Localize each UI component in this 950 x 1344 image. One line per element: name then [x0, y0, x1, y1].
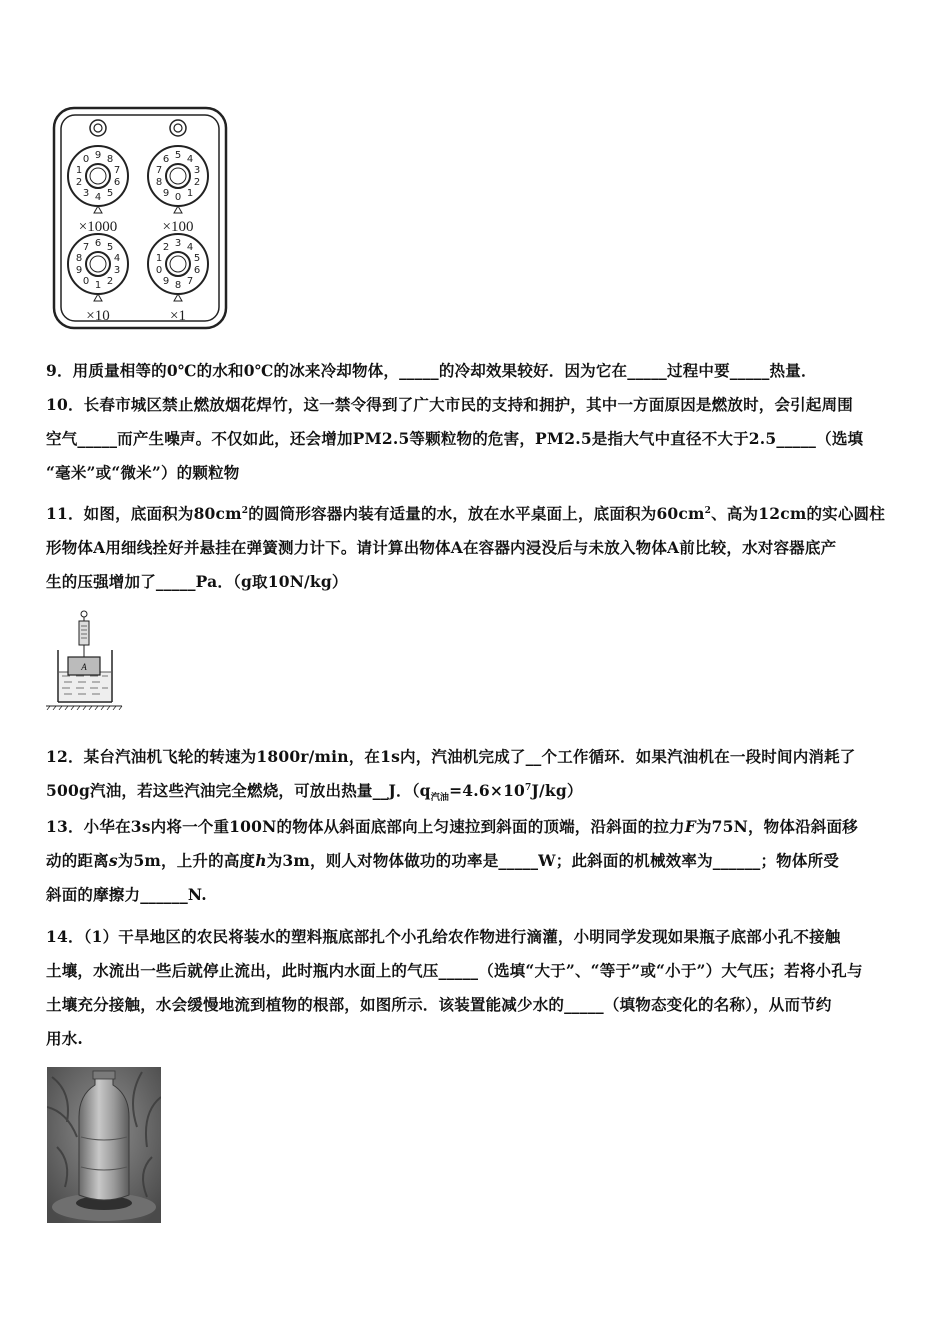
svg-text:3: 3 — [174, 238, 182, 249]
svg-text:2: 2 — [193, 177, 201, 188]
svg-text:8: 8 — [155, 177, 163, 188]
question-14-line-4: 用水. — [46, 1029, 83, 1048]
svg-text:4: 4 — [186, 242, 194, 253]
multiplier-1000: ×1000 — [78, 219, 118, 235]
question-13-line-2: 动的距离s为5m，上升的高度h为3m，则人对物体做功的功率是_____W；此斜面的机械效率为______；物体所受 — [46, 851, 839, 870]
question-10 — [46, 388, 908, 490]
question-13 — [46, 810, 908, 912]
svg-text:5: 5 — [174, 150, 182, 161]
svg-text:3: 3 — [113, 265, 121, 276]
multiplier-1: ×1 — [170, 308, 186, 324]
question-10-line-2: 空气_____而产生噪声。不仅如此，还会增加PM2.5等颗粒物的危害，PM2.5是指大气中直径不大于2.5_____（选填 — [46, 429, 864, 448]
question-12 — [46, 740, 908, 808]
svg-text:7: 7 — [82, 242, 90, 253]
svg-text:4: 4 — [113, 253, 121, 264]
svg-text:6: 6 — [113, 177, 121, 188]
svg-text:6: 6 — [162, 154, 170, 165]
container-figure — [44, 610, 124, 710]
svg-text:5: 5 — [106, 188, 114, 199]
svg-text:1: 1 — [75, 165, 83, 176]
question-9-text: 9．用质量相等的0℃的水和0℃的冰来冷却物体，_____的冷却效果较好．因为它在_____过程中要_____热量． — [46, 361, 817, 380]
question-14-line-1: 14．（1）干旱地区的农民将装水的塑料瓶底部扎个小孔给农作物进行滴灌，小明同学发现如果瓶子底部小孔不接触 — [46, 927, 841, 946]
question-14-line-3: 土壤充分接触，水会缓慢地流到植物的根部，如图所示．该装置能减少水的_____（填物态变化的名称），从而节约 — [46, 995, 832, 1014]
multiplier-100: ×100 — [162, 219, 194, 235]
meter-figure — [52, 106, 228, 330]
cylinder-label: A — [81, 662, 87, 672]
svg-text:1: 1 — [94, 280, 102, 291]
question-11-line-1: 11．如图，底面积为$80cm^2$的圆筒形容器内装有适量的水，放在水平桌面上，底面积为$60cm^2$、高为12cm的实心圆柱 — [46, 504, 885, 523]
svg-text:9: 9 — [75, 265, 83, 276]
svg-text:9: 9 — [162, 276, 170, 287]
svg-text:5: 5 — [106, 242, 114, 253]
question-12-line-2: 500g汽油，若这些汽油完全燃烧，可放出热量__J．$(q_{汽油}=4.6\times 10^7J/kg)$ — [46, 781, 583, 804]
svg-text:9: 9 — [94, 150, 102, 161]
question-13-line-1: 13．小华在3s内将一个重100N的物体从斜面底部向上匀速拉到斜面的顶端，沿斜面的拉力F为75N，物体沿斜面移 — [46, 817, 858, 836]
svg-text:8: 8 — [106, 154, 114, 165]
question-9 — [46, 354, 908, 388]
svg-text:8: 8 — [174, 280, 182, 291]
svg-text:2: 2 — [106, 276, 114, 287]
svg-text:3: 3 — [193, 165, 201, 176]
question-11-line-2: 形物体A用细线拴好并悬挂在弹簧测力计下。请计算出物体A在容器内浸没后与未放入物体A前比较，水对容器底产 — [46, 538, 837, 557]
dial-100 — [148, 146, 208, 213]
bottle-photo — [47, 1067, 161, 1223]
svg-text:0: 0 — [82, 276, 90, 287]
svg-text:1: 1 — [155, 253, 163, 264]
svg-text:3: 3 — [82, 188, 90, 199]
bottle-photo-drawing — [47, 1067, 161, 1223]
svg-text:4: 4 — [186, 154, 194, 165]
dial-1 — [148, 234, 208, 301]
svg-text:8: 8 — [75, 253, 83, 264]
dial-10 — [68, 234, 128, 301]
svg-text:6: 6 — [94, 238, 102, 249]
svg-text:7: 7 — [113, 165, 121, 176]
question-12-line-1: 12．某台汽油机飞轮的转速为1800r/min，在1s内，汽油机完成了__个工作循环．如果汽油机在一段时间内消耗了 — [46, 747, 856, 766]
dial-1000 — [68, 146, 128, 213]
svg-text:2: 2 — [75, 177, 83, 188]
question-10-line-1: 10．长春市城区禁止燃放烟花焊竹，这一禁令得到了广大市民的支持和拥护，其中一方面原因是燃放时，会引起周围 — [46, 395, 853, 414]
svg-text:2: 2 — [162, 242, 170, 253]
question-13-line-3: 斜面的摩擦力______N. — [46, 885, 207, 904]
question-11 — [46, 497, 908, 599]
svg-text:7: 7 — [186, 276, 194, 287]
svg-text:4: 4 — [94, 192, 102, 203]
container-drawing — [44, 610, 124, 710]
svg-text:1: 1 — [186, 188, 194, 199]
svg-text:0: 0 — [155, 265, 163, 276]
svg-text:9: 9 — [162, 188, 170, 199]
question-10-line-3: “毫米”或“微米”）的颗粒物 — [46, 463, 240, 482]
question-14-line-2: 土壤，水流出一些后就停止流出，此时瓶内水面上的气压_____（选填“大于”、“等于”或“小于”）大气压；若将小孔与 — [46, 961, 863, 980]
svg-text:0: 0 — [174, 192, 182, 203]
multiplier-10: ×10 — [86, 308, 110, 324]
question-11-line-3: 生的压强增加了_____Pa．（g取10N/kg） — [46, 572, 348, 591]
meter-drawing — [52, 106, 228, 330]
svg-text:0: 0 — [82, 154, 90, 165]
svg-text:7: 7 — [155, 165, 163, 176]
question-14 — [46, 920, 908, 1056]
svg-text:5: 5 — [193, 253, 201, 264]
svg-text:6: 6 — [193, 265, 201, 276]
